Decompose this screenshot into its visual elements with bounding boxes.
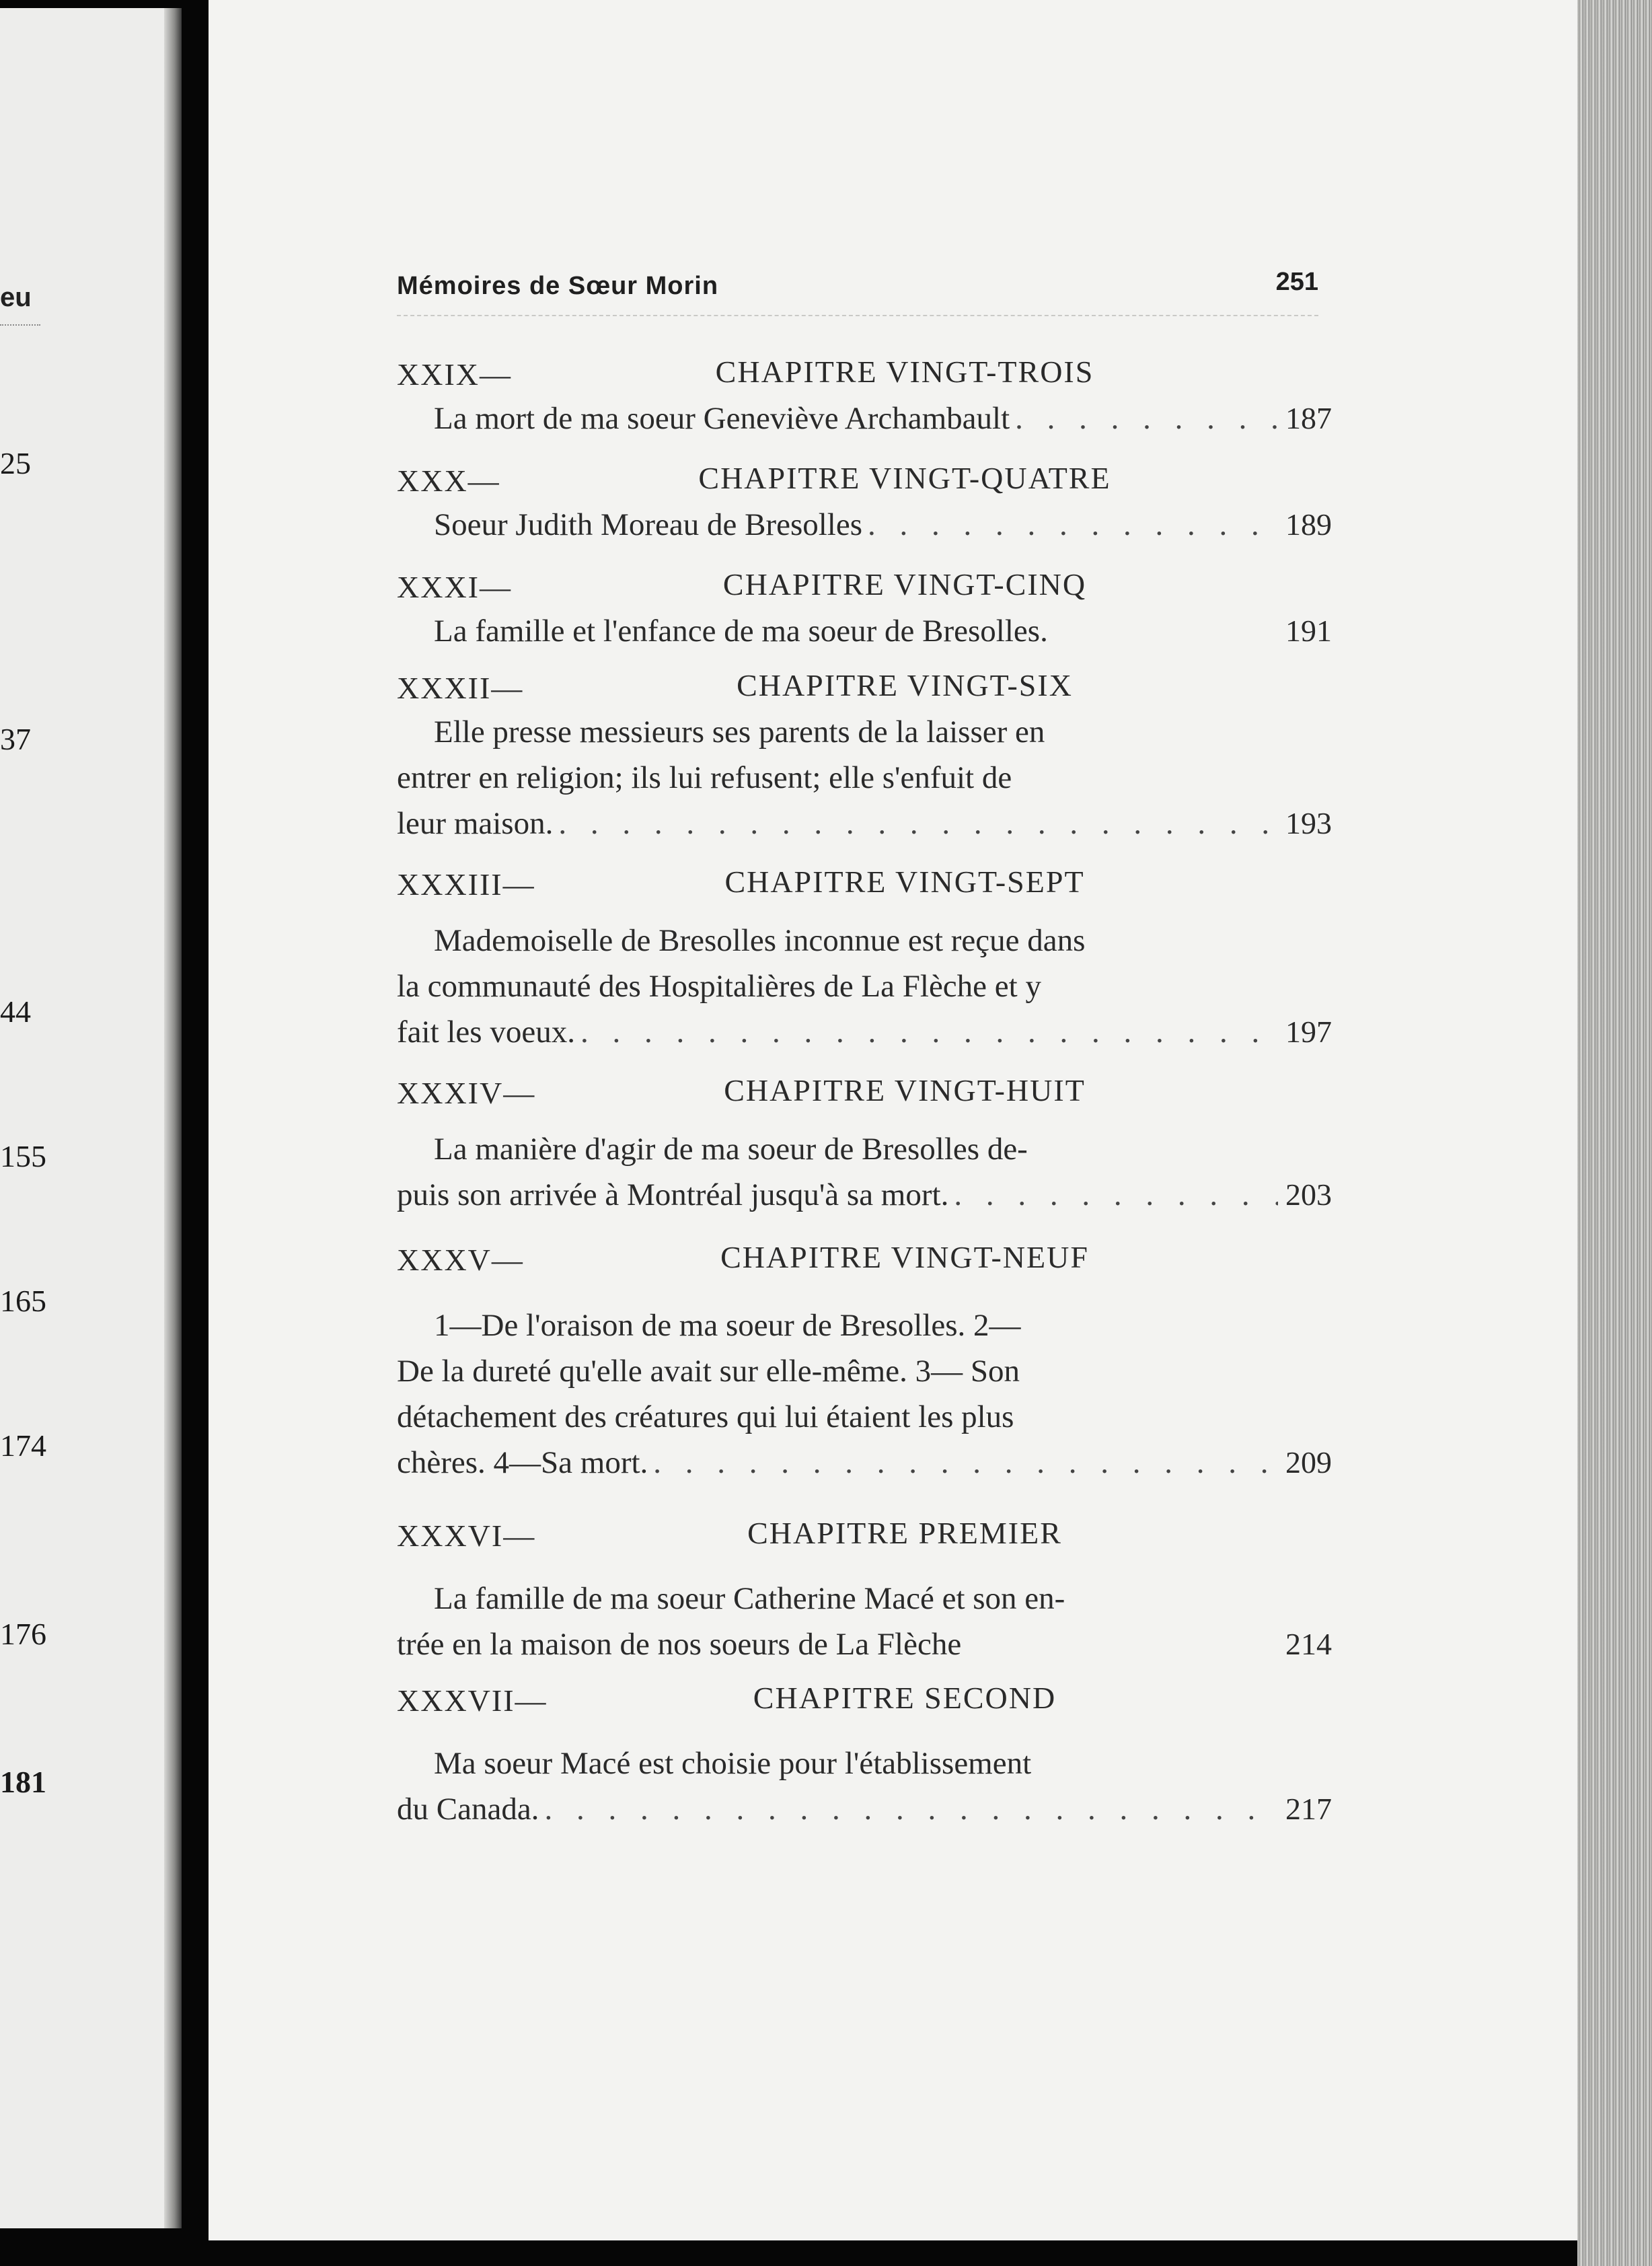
toc-entry-body bbox=[397, 1741, 1332, 1832]
toc-entry-heading bbox=[397, 1511, 1332, 1576]
page-edge bbox=[1577, 0, 1652, 2266]
dot-leader bbox=[948, 1172, 1278, 1218]
toc-entry-body bbox=[397, 396, 1332, 441]
toc-entry-body bbox=[397, 1303, 1332, 1486]
left-page-number: 181 bbox=[0, 1765, 46, 1799]
toc-entry-line: La mort de ma soeur Geneviève Archambault bbox=[434, 401, 1010, 436]
toc-entry-line: puis son arrivée à Montréal jusqu'à sa mort. bbox=[397, 1177, 949, 1212]
toc-entry-heading bbox=[397, 1068, 1332, 1126]
dot-leader bbox=[575, 1009, 1278, 1055]
toc-entry-page: 193 bbox=[1285, 806, 1332, 840]
toc-entry-heading bbox=[397, 860, 1332, 918]
toc-entry-page: 187 bbox=[1285, 401, 1332, 435]
toc-entry-line: fait les voeux. bbox=[397, 1015, 575, 1050]
toc-entry-heading bbox=[397, 1676, 1332, 1741]
toc-entry-line: La manière d'agir de ma soeur de Bresolles de- bbox=[434, 1132, 1028, 1167]
toc-entry-roman: XXX— bbox=[397, 464, 500, 498]
toc-entry-body bbox=[397, 608, 1332, 654]
toc-entry bbox=[397, 562, 1332, 663]
toc-entry bbox=[397, 1511, 1332, 1676]
left-page-number: 165 bbox=[0, 1284, 46, 1318]
toc-entry-body bbox=[397, 1576, 1332, 1667]
left-page-rule bbox=[0, 324, 40, 326]
toc-entry-line: Mademoiselle de Bresolles inconnue est reçue dans bbox=[434, 923, 1086, 958]
toc-entry-roman: XXXIII— bbox=[397, 867, 535, 902]
toc-entry-page: 189 bbox=[1285, 507, 1332, 542]
left-page bbox=[0, 8, 182, 2228]
dot-leader bbox=[553, 801, 1278, 846]
toc-entry-roman: XXXV— bbox=[397, 1243, 524, 1277]
dot-leader bbox=[539, 1786, 1278, 1832]
toc-entry-chapter: CHAPITRE VINGT-TROIS bbox=[715, 355, 1094, 389]
running-head-page-number: 251 bbox=[1275, 268, 1318, 296]
toc-entry-roman: XXXII— bbox=[397, 671, 524, 705]
toc-entry-heading bbox=[397, 350, 1332, 396]
toc-entry bbox=[397, 663, 1332, 860]
toc-entry-page: 203 bbox=[1285, 1177, 1332, 1212]
toc-entry-roman: XXXI— bbox=[397, 570, 512, 604]
toc-entry-chapter: CHAPITRE PREMIER bbox=[747, 1516, 1062, 1550]
toc-entry bbox=[397, 1676, 1332, 1837]
dot-leader bbox=[1010, 396, 1278, 441]
toc-entry-line: la communauté des Hospitalières de La Flèche et y bbox=[397, 969, 1041, 1004]
toc-entry-body bbox=[397, 502, 1332, 548]
left-page-number: 176 bbox=[0, 1617, 46, 1651]
left-page-number: 44 bbox=[0, 994, 31, 1029]
left-page-header-fragment: eu bbox=[0, 283, 32, 312]
toc-entry-roman: XXXIV— bbox=[397, 1076, 536, 1110]
dot-leader bbox=[862, 502, 1278, 548]
toc-entry-line: De la dureté qu'elle avait sur elle-même. 3— Son bbox=[397, 1354, 1020, 1389]
toc-entry-line: du Canada. bbox=[397, 1792, 539, 1827]
toc-entry-roman: XXIX— bbox=[397, 357, 512, 392]
toc-entry-line: 1—De l'oraison de ma soeur de Bresolles. 2— bbox=[434, 1308, 1021, 1343]
toc-entry-line: La famille et l'enfance de ma soeur de Bresolles. bbox=[434, 614, 1048, 649]
toc-entry-line: Soeur Judith Moreau de Bresolles bbox=[434, 507, 863, 542]
toc-entry-chapter: CHAPITRE VINGT-SIX bbox=[737, 668, 1073, 702]
toc-entry-heading bbox=[397, 562, 1332, 608]
left-page-number: 25 bbox=[0, 446, 31, 480]
toc-entry-page: 197 bbox=[1285, 1015, 1332, 1049]
left-page-number: 37 bbox=[0, 722, 31, 756]
toc-entry-body bbox=[397, 1126, 1332, 1218]
toc-entry-page: 217 bbox=[1285, 1792, 1332, 1826]
toc-entry bbox=[397, 456, 1332, 562]
toc-entry-heading bbox=[397, 456, 1332, 502]
toc-entry-chapter: CHAPITRE VINGT-SEPT bbox=[724, 865, 1085, 899]
running-head bbox=[397, 268, 1318, 316]
book-spine bbox=[164, 8, 182, 2228]
table-of-contents bbox=[397, 350, 1332, 1837]
toc-entry bbox=[397, 860, 1332, 1068]
toc-entry-line: La famille de ma soeur Catherine Macé et son en- bbox=[434, 1581, 1065, 1616]
toc-entry-chapter: CHAPITRE VINGT-CINQ bbox=[722, 567, 1087, 601]
toc-entry-chapter: CHAPITRE SECOND bbox=[753, 1681, 1057, 1715]
toc-entry-chapter: CHAPITRE VINGT-NEUF bbox=[720, 1240, 1089, 1274]
toc-entry-line: Elle presse messieurs ses parents de la laisser en bbox=[434, 715, 1045, 750]
toc-entry-page: 209 bbox=[1285, 1445, 1332, 1479]
toc-entry-body bbox=[397, 709, 1332, 846]
toc-entry-roman: XXXVI— bbox=[397, 1519, 536, 1553]
toc-entry bbox=[397, 1068, 1332, 1235]
toc-entry bbox=[397, 350, 1332, 456]
toc-entry-page: 191 bbox=[1285, 614, 1332, 648]
toc-entry-heading bbox=[397, 1235, 1332, 1303]
toc-entry-page: 214 bbox=[1285, 1627, 1332, 1661]
toc-entry-line: entrer en religion; ils lui refusent; elle s'enfuit de bbox=[397, 760, 1012, 795]
toc-entry-line: leur maison. bbox=[397, 806, 554, 841]
toc-entry-heading bbox=[397, 663, 1332, 709]
toc-entry-line: Ma soeur Macé est choisie pour l'établissement bbox=[434, 1746, 1032, 1781]
toc-entry-chapter: CHAPITRE VINGT-HUIT bbox=[724, 1073, 1086, 1107]
left-page-number: 155 bbox=[0, 1139, 46, 1173]
toc-entry-chapter: CHAPITRE VINGT-QUATRE bbox=[698, 461, 1111, 495]
toc-entry bbox=[397, 1235, 1332, 1511]
toc-entry-body bbox=[397, 918, 1332, 1055]
dot-leader bbox=[648, 1440, 1278, 1486]
running-head-title: Mémoires de Sœur Morin bbox=[397, 272, 719, 300]
toc-entry-line: trée en la maison de nos soeurs de La Flèche bbox=[397, 1627, 962, 1662]
toc-entry-line: chères. 4—Sa mort. bbox=[397, 1445, 648, 1480]
left-page-number: 174 bbox=[0, 1428, 46, 1463]
toc-entry-roman: XXXVII— bbox=[397, 1683, 548, 1718]
toc-entry-line: détachement des créatures qui lui étaient les plus bbox=[397, 1399, 1014, 1434]
